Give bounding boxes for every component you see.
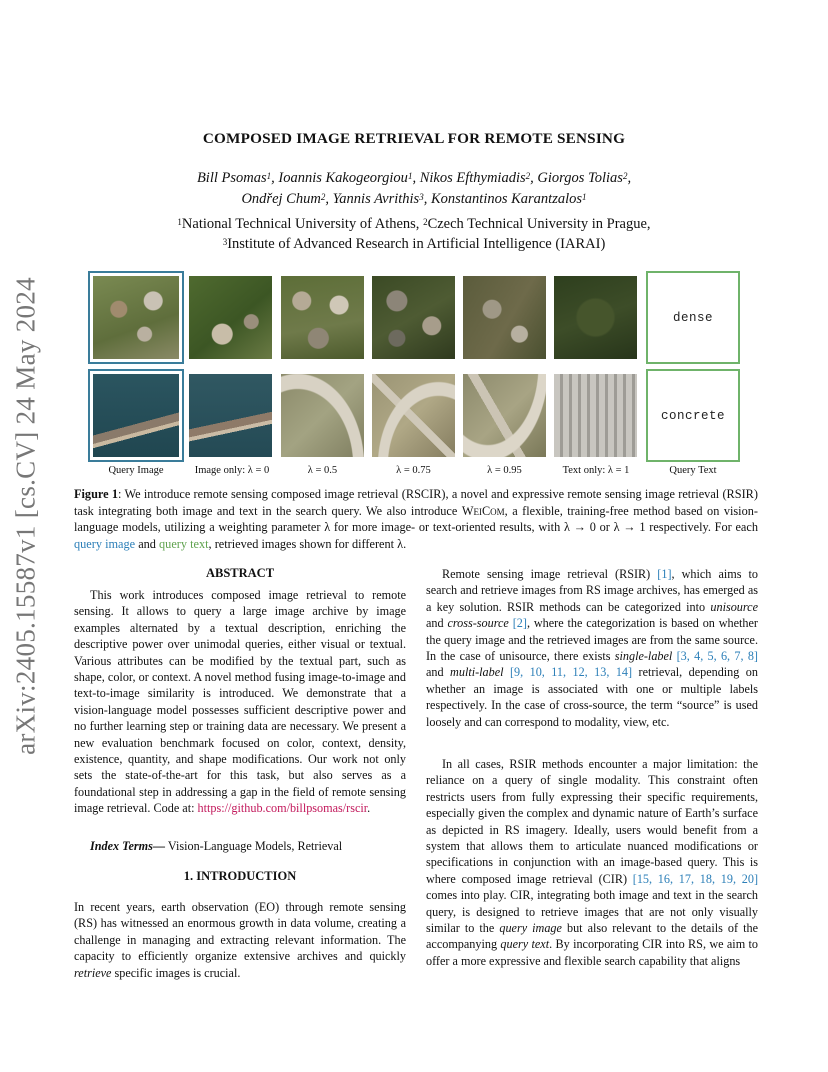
body-emphasis: multi-label bbox=[450, 665, 504, 680]
right-paragraph-1 bbox=[426, 566, 758, 730]
affil-mark: 3 bbox=[222, 237, 228, 247]
caption-label: Figure 1 bbox=[74, 487, 119, 501]
body-text: retrieval, depending on whether an image is associated with one or multiple labels respectively. In the case of cross-source, the term “source” is used loosely and can correspond to modality, view, etc. bbox=[426, 665, 758, 729]
arxiv-stamp-text: arXiv:2405.15587v1 [cs.CV] 24 May 2024 bbox=[10, 277, 41, 755]
author-list bbox=[120, 168, 708, 210]
column-label: λ = 0.5 bbox=[307, 465, 338, 476]
index-terms-text: Vision-Language Models, Retrieval bbox=[165, 839, 343, 853]
affil-text: Czech Technical University in Prague, bbox=[427, 216, 651, 232]
affil-line-2 bbox=[100, 234, 728, 254]
affil-mark: 2 bbox=[622, 171, 628, 181]
body-text: Remote sensing image retrieval (RSIR) bbox=[442, 567, 658, 581]
method-name: WeiCom bbox=[461, 503, 505, 518]
paper-title: COMPOSED IMAGE RETRIEVAL FOR REMOTE SENSING bbox=[202, 130, 626, 147]
affil-text: Institute of Advanced Research in Artificial Intelligence (IARAI) bbox=[227, 236, 606, 252]
intro-text: specific images is crucial. bbox=[111, 965, 241, 980]
intro-heading: 1. INTRODUCTION bbox=[183, 869, 297, 883]
body-emphasis: single-label bbox=[614, 649, 673, 664]
affil-mark: 1 bbox=[177, 217, 182, 227]
caption-text: : We introduce remote sensing composed image retrieval (RSCIR), a novel and expressive remote sensing image retrieval (RSIR) task integrating both image and text in the search query. We also introduce bbox=[74, 487, 758, 518]
column-label: Query Text bbox=[669, 465, 717, 476]
query-text-value: concrete bbox=[660, 408, 725, 423]
body-text: comes into play. CIR, integrating both image and text in the search query, is designed to retrieve images that are not only visually similar to the bbox=[426, 888, 758, 936]
query-image-thumbnail bbox=[88, 271, 184, 364]
affil-mark: 2 bbox=[525, 171, 531, 181]
affil-mark: 2 bbox=[320, 192, 326, 202]
body-text: and bbox=[426, 616, 448, 631]
author-name: , Nikos Efthymiadis bbox=[412, 170, 526, 186]
column-label: Query Image bbox=[108, 465, 164, 476]
result-image bbox=[463, 276, 546, 359]
body-text: and bbox=[426, 665, 451, 680]
result-image bbox=[554, 374, 637, 457]
intro-emphasis: retrieve bbox=[74, 965, 112, 980]
result-image bbox=[189, 374, 272, 457]
affil-text: National Technical University of Athens, bbox=[181, 216, 424, 232]
caption-text: and bbox=[135, 536, 160, 551]
abstract-text: This work introduces composed image retrieval to remote sensing. It allows to query a large image archive by image examples alternated by a textual description, enriching the descriptive power over unimodal queries, either visual or textual. Various attributes can be modified by the textual part, such as shape, color, or context. A novel method fusing image-to-image and text-to-image similarity is introduced. We demonstrate that a vision-language model possesses sufficient descriptive power and no further learning step or training data are necessary. We present a new evaluation benchmark focused on color, context, density, existence, quantity, and shape modifications. Our work not only sets the state-of-the-art for this task, but also serves as a foundational step in addressing a gap in the field of remote sensing image retrieval. Code at: bbox=[74, 588, 406, 816]
affil-mark: 2 bbox=[423, 217, 428, 227]
citation[interactable]: [2] bbox=[508, 616, 527, 631]
author-name: , Konstantinos Karantzalos bbox=[423, 191, 583, 207]
abstract-heading: ABSTRACT bbox=[205, 566, 275, 580]
body-emphasis: query image bbox=[499, 921, 562, 936]
result-image bbox=[554, 276, 637, 359]
affil-mark: 1 bbox=[582, 192, 587, 202]
column-label: Text only: λ = 1 bbox=[562, 465, 630, 476]
result-image bbox=[372, 374, 455, 457]
column-label: λ = 0.95 bbox=[487, 465, 522, 476]
result-image bbox=[281, 276, 364, 359]
result-image bbox=[281, 374, 364, 457]
author-name: Ondřej Chum bbox=[241, 191, 321, 207]
result-image bbox=[189, 276, 272, 359]
affil-mark: 3 bbox=[419, 192, 424, 202]
index-terms bbox=[74, 838, 406, 854]
body-text: In all cases, RSIR methods encounter a major limitation: the reliance on a query of single modality. This constraint often restricts users from fully expressing their specific requirements, especially given the complex and dynamic nature of Earth’s surface as depicted in RS imagery. Ideally, users would benefit from a system that allows them to articulate nuanced modifications or specifications in conjunction with an image-based query. This is where composed image retrieval (CIR) bbox=[426, 757, 758, 886]
author-name: , Yannis Avrithis bbox=[325, 191, 420, 207]
author-name: Bill Psomas bbox=[196, 170, 267, 186]
query-text-box bbox=[646, 369, 740, 462]
affil-mark: 1 bbox=[407, 171, 413, 181]
body-text: , which aims to search and retrieve images from RS image archives, has emerged as a key solution. RSIR methods can be categorized into bbox=[426, 567, 758, 614]
citation[interactable]: [1] bbox=[657, 567, 672, 581]
citation[interactable]: [3, 4, 5, 6, 7, 8] bbox=[672, 649, 758, 664]
author-sep: , bbox=[627, 170, 632, 186]
author-name: , Giorgos Tolias bbox=[530, 170, 623, 186]
affil-line-1 bbox=[100, 214, 728, 234]
author-name: , Ioannis Kakogeorgiou bbox=[271, 170, 408, 186]
intro-paragraph bbox=[74, 899, 406, 981]
body-text: , where the categorization is based on whether the query image and the retrieved images are from the same source. In the case of unisource, there exists bbox=[426, 616, 758, 664]
intro-text: In recent years, earth observation (EO) through remote sensing (RS) has witnessed an enormous growth in data volume, creating a challenge in managing and extracting relevant information. The capacity to efficiently organize extensive archives and quickly bbox=[74, 900, 406, 964]
caption-text: , a flexible, training-free method based on vision-language models, utilizing a weighting parameter λ for more image- or text-oriented results, with λ → 0 or λ → 1 respectively. For each bbox=[74, 503, 758, 534]
query-text-box bbox=[646, 271, 740, 364]
result-image bbox=[372, 276, 455, 359]
abstract-body: This work introduces composed image retrieval to remote sensing. It allows to query a large image archive by image examples alternated by a textual description, enriching the descriptive power over unimodal queries, either visual or textual. Various attributes can be modified by the textual part, such as shape, color, or context. A novel method fusing image-to-image and text-to-image similarity is introduced. We demonstrate that a vision-language model possesses sufficient descriptive power and no further learning step or training data are necessary. We present a new evaluation benchmark focused on color, context, density, existence, quantity, and shape modifications. Our work not only sets the state-of-the-art for this task, but also serves as a foundational step in addressing a gap in the field of remote sensing image retrieval. Code at: https://github.com/billpsomas/rscir. bbox=[74, 588, 406, 816]
body-emphasis: query text bbox=[500, 937, 550, 952]
right-paragraph-2 bbox=[426, 756, 758, 969]
arxiv-stamp bbox=[6, 276, 46, 756]
query-image-thumbnail bbox=[88, 369, 184, 462]
column-label: λ = 0.75 bbox=[396, 465, 431, 476]
affiliations bbox=[100, 214, 728, 254]
body-text: . By incorporating CIR into RS, we aim to offer a more expressive and flexible search capability that aligns bbox=[426, 937, 758, 968]
figure-caption bbox=[74, 486, 758, 552]
authors-line-1 bbox=[120, 168, 708, 189]
citation[interactable]: [15, 16, 17, 18, 19, 20] bbox=[632, 871, 758, 886]
column-label: Image only: λ = 0 bbox=[194, 465, 270, 476]
caption-text: , retrieved images shown for different λ. bbox=[208, 536, 407, 551]
code-link[interactable]: https://github.com/billpsomas/rscir bbox=[197, 801, 368, 816]
caption-query-text: query text bbox=[159, 536, 209, 551]
body-emphasis: unisource bbox=[710, 599, 758, 614]
authors-line-2 bbox=[120, 189, 708, 210]
citation[interactable]: [9, 10, 11, 12, 13, 14] bbox=[503, 665, 633, 680]
caption-query-image: query image bbox=[74, 536, 136, 551]
affil-mark: 1 bbox=[266, 171, 272, 181]
query-text-value: dense bbox=[672, 310, 713, 325]
body-emphasis: cross-source bbox=[447, 616, 509, 631]
index-terms-label: Index Terms— bbox=[90, 839, 166, 853]
result-image bbox=[463, 374, 546, 457]
body-text: but also relevant to the details of the accompanying bbox=[426, 921, 758, 952]
